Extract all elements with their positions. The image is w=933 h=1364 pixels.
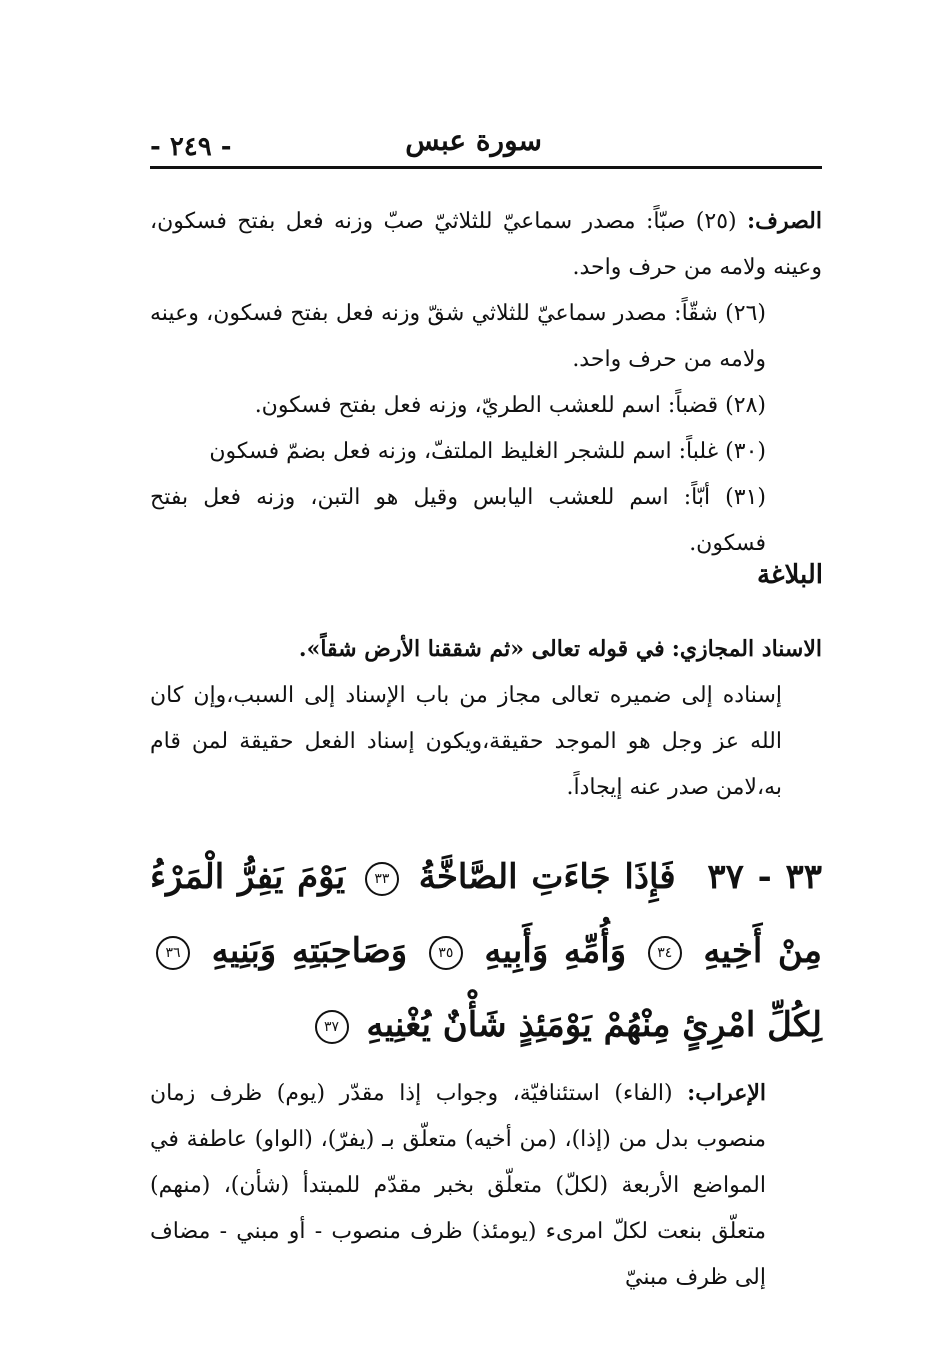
ayah-number-marker: ٣٤ (648, 936, 682, 970)
sarf-entry: (٢٦) شقّاً: مصدر سماعيّ للثلاثي شقّ وزنه فعل بفتح فسكون، وعينه ولامه من حرف واحد. (150, 301, 766, 372)
irab-paragraph (150, 1070, 822, 1301)
sarf-label: الصرف: (747, 208, 822, 234)
header-divider (150, 166, 822, 169)
irab-section (150, 1070, 822, 1301)
page-header (150, 118, 822, 170)
balagha-lead-line (150, 626, 822, 673)
quran-verses (150, 840, 822, 1062)
ayah-text: وَصَاحِبَتِهِ وَبَنِيهِ (211, 931, 408, 971)
ayah-number-marker: ٣٣ (365, 862, 399, 896)
irab-label: الإعراب: (687, 1080, 766, 1106)
ayah-text: فَإِذَا جَاءَتِ الصَّاخَّةُ (418, 857, 676, 897)
ayah-number-marker: ٣٦ (156, 936, 190, 970)
page-number: - ٢٤٩ - (150, 132, 232, 162)
balagha-label: الاسناد المجازي: (671, 636, 822, 662)
surah-title: سورة عبس (405, 124, 542, 157)
sarf-entry: (٢٨) قضباً: اسم للعشب الطريّ، وزنه فعل بفتح فسكون. (254, 393, 766, 418)
balagha-quote: في قوله تعالى «ثم شققنا الأرض شقاً». (298, 636, 665, 662)
sarf-entry-text: (٢٥) صبّاً: مصدر سماعيّ للثلاثيّ صبّ وزنه فعل بفتح فسكون، وعينه ولامه من حرف واحد. (150, 209, 822, 280)
balagha-body: إسناده إلى ضميره تعالى مجاز من باب الإسناد إلى السبب،وإن كان الله عز وجل هو الموجد حقيقة،ويكون إسناد الفعل حقيقة لمن قام به،لامن صدر عنه إيجاداً. (150, 683, 782, 800)
verse-range: ٣٣ - ٣٧ (707, 857, 823, 897)
ayah-text: وَأُمِّهِ وَأَبِيهِ (484, 931, 627, 971)
ayah-number-marker: ٣٧ (315, 1010, 349, 1044)
sarf-entry: (٣١) أبّاً: اسم للعشب اليابس وقيل هو التبن، وزنه فعل بفتح فسكون. (150, 485, 766, 556)
sarf-section (150, 198, 822, 567)
balagha-heading: البلاغة (756, 560, 823, 590)
ayah-text: يَوْمَ يَفِرُّ الْمَرْءُ مِنْ أَخِيهِ (150, 857, 822, 971)
irab-body: (الفاء) استئنافيّة، وجواب إذا مقدّر (يوم) ظرف زمان منصوب بدل من (إذا)، (من أخيه) متعلّق بـ (يفرّ)، (الواو) عاطفة في المواضع الأربعة (لكلّ) متعلّق بخبر مقدّم للمبتدأ (شأن)، (منهم) متعلّق بنعت لكلّ امرىء (يومئذ) ظرف منصوب - أو مبني - مضاف إلى ظرف مبنيّ (150, 1081, 766, 1290)
ayah-number-marker: ٣٥ (429, 936, 463, 970)
sarf-entry: (٣٠) غلباً: اسم للشجر الغليظ الملتفّ، وزنه فعل بضمّ فسكون (209, 439, 766, 464)
sarf-entry (150, 198, 822, 291)
balagha-section (150, 626, 822, 811)
ayah-text: لِكُلِّ امْرِئٍ مِنْهُمْ يَوْمَئِذٍ شَأْنٌ يُغْنِيهِ (366, 1005, 822, 1045)
